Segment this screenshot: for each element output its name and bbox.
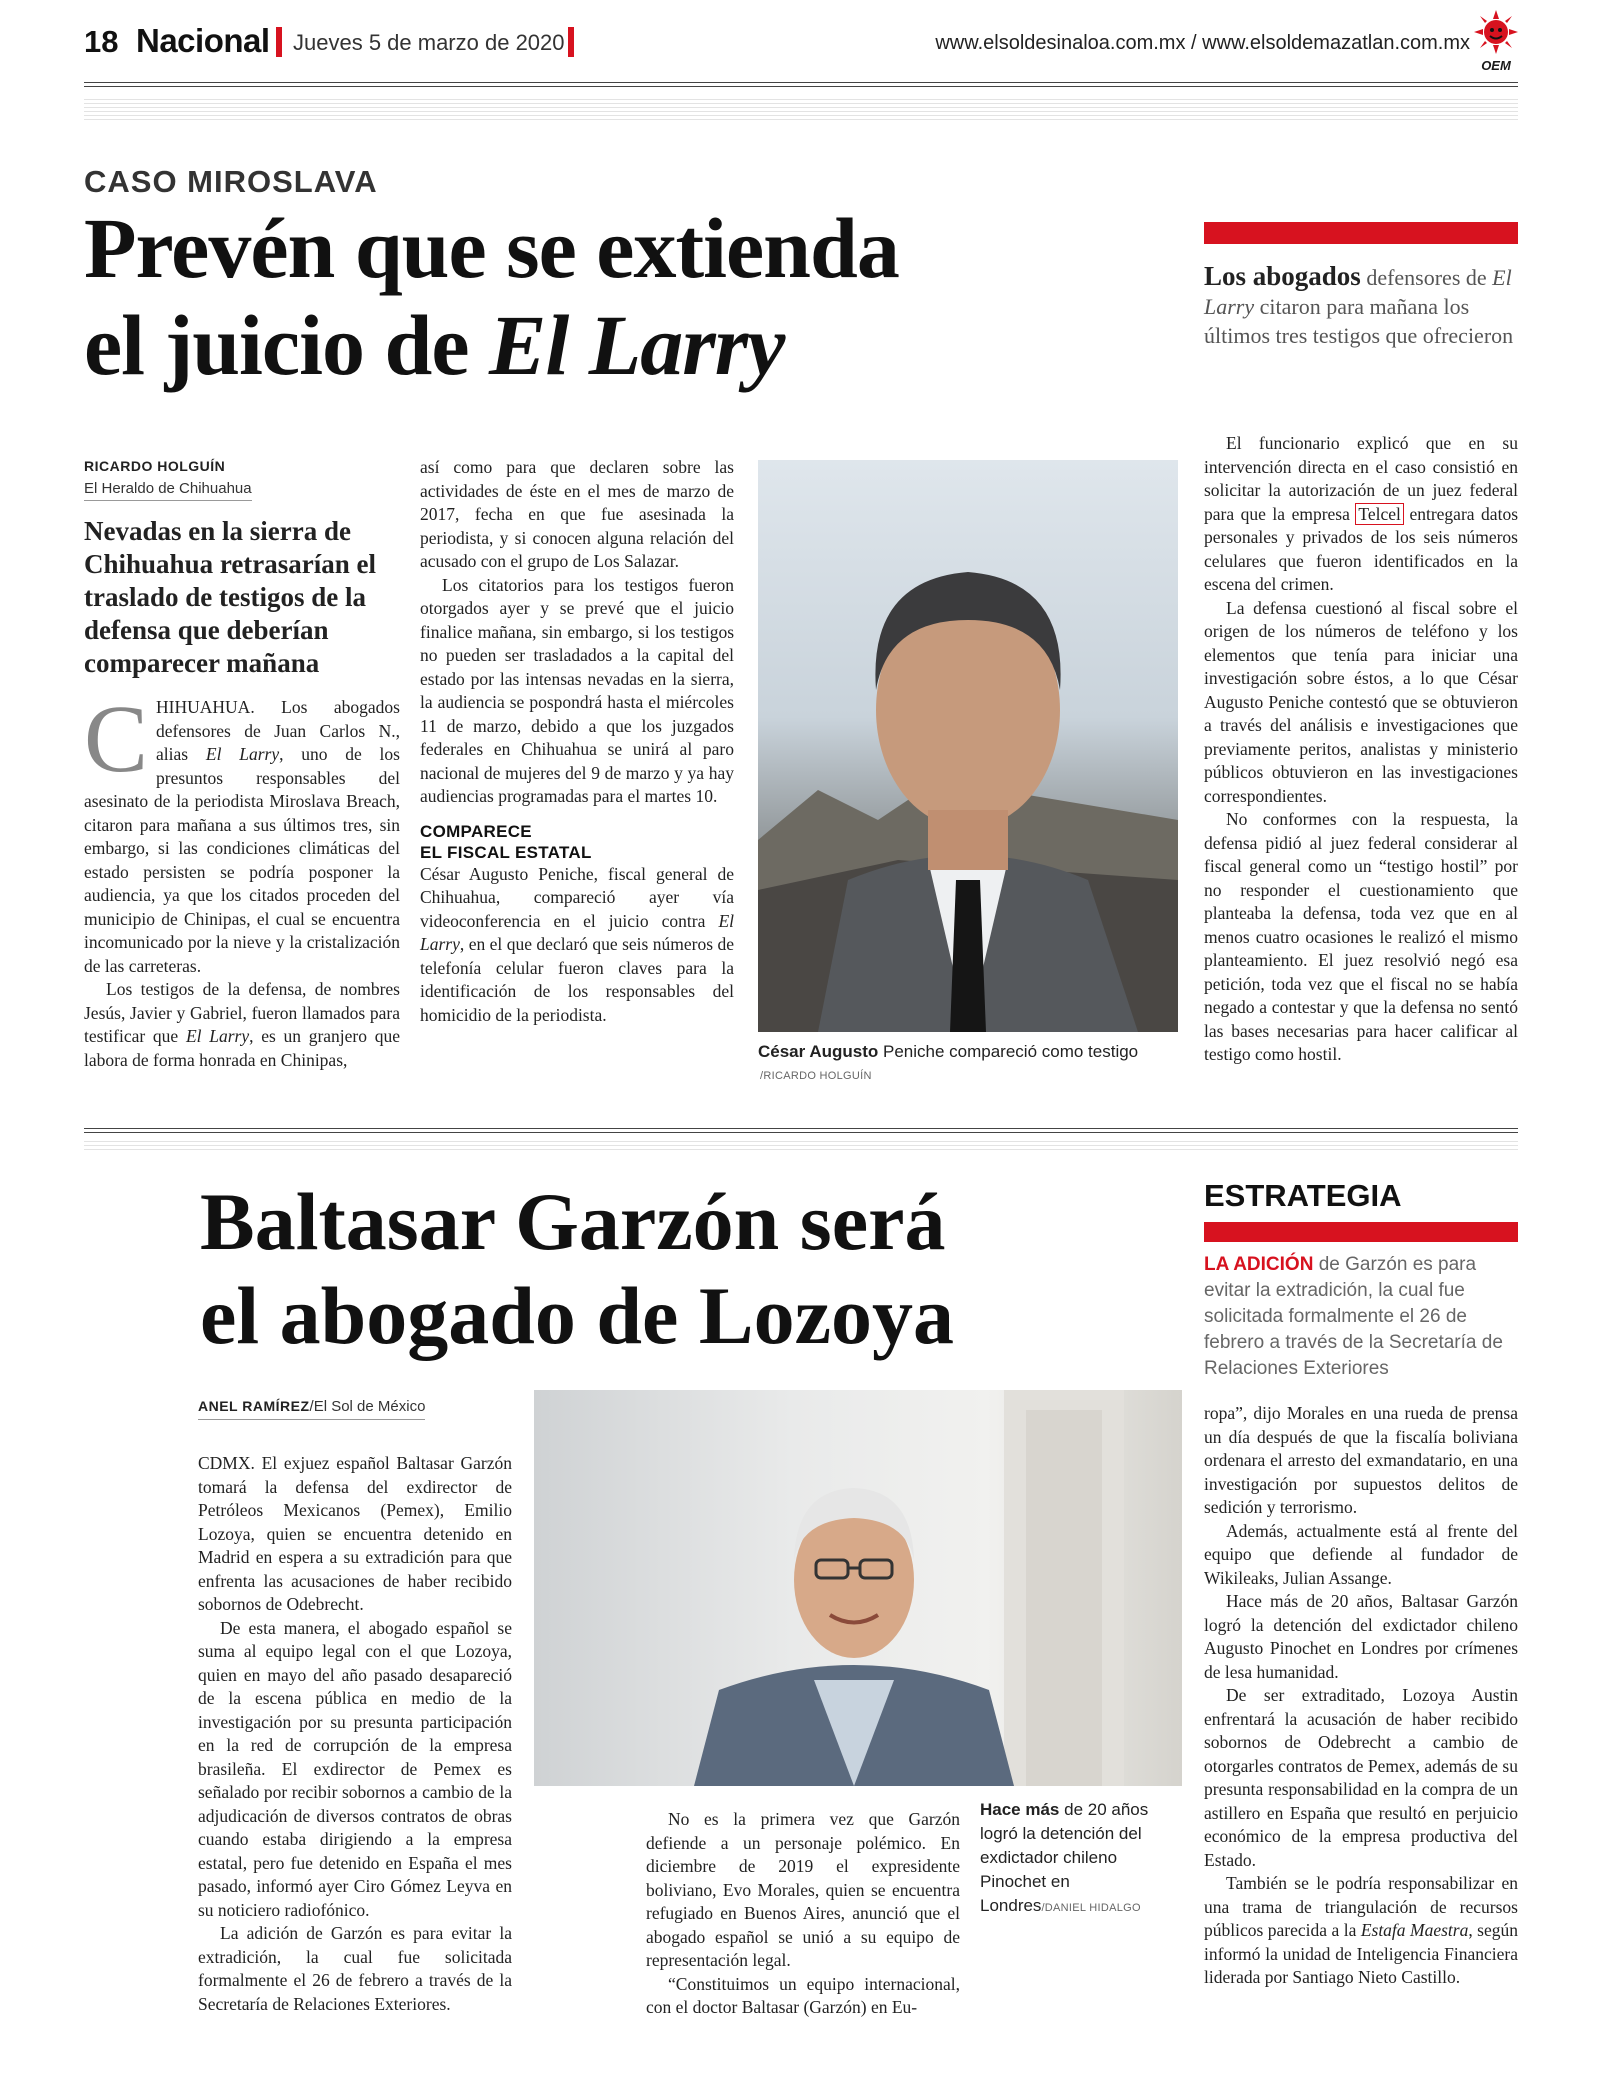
story1-headline xyxy=(84,200,1184,394)
text: Los testigos de la defensa, de nombres Jesús, Javier y Gabriel, fueron llamados para testificar que xyxy=(84,979,400,1046)
header-rule xyxy=(84,86,1518,87)
paragraph: La defensa cuestionó al fiscal sobre el origen de los números de teléfono y los elementos que tenía para iniciar una investigación sobre éstos, a lo que César Augusto Peniche contestó que se obtuvieron a través del análisis e investigaciones que previamente peritos, analistas y ministerio públicos obtuvieron en las investigaciones correspondientes. xyxy=(1204,597,1518,806)
story1-kicker: CASO MIROSLAVA xyxy=(84,164,378,199)
paragraph: La adición de Garzón es para evitar la extradición, la cual fue solicitada formalmente el 26 de febrero a través de la Secretaría de Relaciones Exteriores. xyxy=(198,1923,512,2014)
website-urls[interactable]: www.elsoldesinaloa.com.mx / www.elsoldemazatlan.com.mx xyxy=(935,32,1470,54)
text: , es un granjero que labora de forma honrada en Chinipas, xyxy=(84,1026,400,1070)
headline-line xyxy=(84,297,1184,394)
paragraph: Además, actualmente está al frente del equipo que defiende al fundador de Wikileaks, Julian Assange. xyxy=(1204,1520,1518,1588)
headline-italic: El Larry xyxy=(489,297,785,393)
byline-author: ANEL RAMÍREZ xyxy=(198,1398,310,1414)
section-name: Nacional xyxy=(136,22,270,59)
text: El funcionario explicó que en su intervención directa en el caso consistió en solicitar la autorización de un juez federal para que la empresa xyxy=(1204,433,1518,524)
byline-author: RICARDO HOLGUÍN xyxy=(84,458,226,474)
sidebar-text: citaron para mañana los últimos tres testigos que ofrecieron xyxy=(1204,294,1514,348)
italic-text: El Larry xyxy=(185,1026,250,1046)
logo-text: OEM xyxy=(1481,58,1511,73)
photo-credit: /RICARDO HOLGUÍN xyxy=(760,1070,872,1082)
paragraph: Hace más de 20 años, Baltasar Garzón logró la detención del exdictador chileno Augusto Pinochet en Londres por crímenes de lesa humanidad. xyxy=(1204,1591,1518,1682)
headline-line: el abogado de Lozoya xyxy=(200,1270,954,1361)
story1-deck: Nevadas en la sierra de Chihuahua retrasarían el traslado de testigos de la defensa que deberían comparecer mañana xyxy=(84,516,377,678)
story1-sidebar xyxy=(1204,262,1518,350)
italic-text: Estafa Maestra xyxy=(1360,1920,1469,1940)
italic-text: El Larry xyxy=(205,744,280,764)
byline-underline xyxy=(198,1419,425,1420)
story2-caption xyxy=(980,1798,1170,1918)
paragraph: Los citatorios para los testigos fueron otorgados ayer y se prevé que el juicio finalice mañana, sin embargo, si los testigos no pueden ser trasladados a la capital del estado por las intensas nevadas en la sierra, la audiencia se pospondrá hasta el miércoles 11 de marzo, debido a que los juzgados federales en Chihuahua se unirá al paro nacional de mujeres del 9 de marzo y ya hay audiencias programadas para el martes 10. xyxy=(420,574,734,806)
portrait-illustration xyxy=(758,460,1178,1032)
header-divider xyxy=(276,27,282,57)
page-number: 18 xyxy=(84,24,119,59)
caption-lead: Hace más xyxy=(980,1800,1060,1819)
story1-col1 xyxy=(84,458,400,1072)
paragraph: ropa”, dijo Morales en una rueda de prensa un día después de que la fiscalía boliviana ordenara el arresto del exmandatario, en una investigación por supuestos delitos de sedición y terrorismo. xyxy=(1204,1403,1518,1517)
edition-date: Jueves 5 de marzo de 2020 xyxy=(293,30,565,55)
byline-source: El Heraldo de Chihuahua xyxy=(84,480,252,501)
caption-text: Peniche compareció como testigo xyxy=(878,1042,1139,1061)
subhead-line: COMPARECE xyxy=(420,821,532,841)
text: , según informó la unidad de Inteligencia Financiera liderada por Santiago Nieto Castillo. xyxy=(1204,1920,1518,1987)
headline-line: Prevén que se extienda xyxy=(84,200,899,296)
story2-body-col2 xyxy=(646,1808,960,2020)
caption-lead: César Augusto xyxy=(758,1042,879,1061)
photo-credit: /DANIEL HIDALGO xyxy=(1041,1902,1141,1914)
dropcap: C xyxy=(84,685,149,792)
story1-body-col4 xyxy=(1204,432,1518,1067)
story1-body-col1 xyxy=(84,685,400,1072)
paragraph: “Constituimos un equipo internacional, con el doctor Baltasar (Garzón) en Eu- xyxy=(646,1973,960,2017)
story2-body-col1 xyxy=(198,1452,512,2016)
portrait-illustration xyxy=(534,1390,1182,1786)
paragraph: así como para que declaren sobre las actividades de éste en el mes de marzo de 2017, fecha en que fue asesinada la periodista, y si conocen alguna relación del acusado con el grupo de Los Salazar. xyxy=(420,457,734,571)
sidebar-red-bar xyxy=(1204,1222,1518,1242)
paragraph: De ser extraditado, Lozoya Austin enfrentará la acusación de haber recibido sobornos de Odebrecht a cambio de otorgarles contratos de Pemex, además de su presunta responsabilidad en la compra de un astillero en España que resultó en perjuicio económico de la empresa productiva del Estado. xyxy=(1204,1685,1518,1870)
sidebar-lead: LA ADICIÓN xyxy=(1204,1254,1314,1275)
sidebar-red-bar xyxy=(1204,222,1518,244)
headline-text: el juicio de xyxy=(84,297,489,393)
text: entregara datos personales y privados de los seis números celulares que fueron identificados en la escena del crimen. xyxy=(1204,503,1519,594)
text: , en el que declaró que seis números de telefonía celular fueron claves para la identificación de los responsables del homicidio de la periodista. xyxy=(420,934,734,1025)
highlighted-word: Telcel xyxy=(1358,503,1401,524)
story1-photo xyxy=(758,460,1178,1032)
sidebar-lead: Los abogados xyxy=(1204,261,1361,291)
text: También se le podría responsabilizar en una trama de triangulación de recursos públicos parecida a la xyxy=(1204,1873,1518,1940)
header-divider xyxy=(568,27,574,57)
subhead-line: EL FISCAL ESTATAL xyxy=(420,842,592,862)
text: HIHUAHUA. Los abogados defensores de Juan Carlos N., alias xyxy=(156,697,400,764)
paragraph xyxy=(420,863,734,1028)
text: César Augusto Peniche, fiscal general de Chihuahua, compareció ayer vía videoconferencia en el juicio contra xyxy=(420,863,734,931)
story2-sidebar xyxy=(1204,1252,1518,1382)
story2-byline xyxy=(198,1398,425,1420)
header-texture xyxy=(84,96,1518,120)
paragraph xyxy=(1204,1872,1518,1990)
story-divider xyxy=(84,1128,1518,1129)
story1-caption xyxy=(758,1040,1178,1063)
subhead xyxy=(420,821,734,863)
paragraph xyxy=(1204,432,1518,597)
story2-headline xyxy=(200,1175,1180,1363)
story1-body-col2 xyxy=(420,456,734,1027)
paragraph: No es la primera vez que Garzón defiende a un personaje polémico. En diciembre de 2019 el expresidente boliviano, Evo Morales, quien se encuentra refugiado en Buenos Aires, anunció que el abogado español se unió a su equipo de representación legal. xyxy=(646,1809,960,1970)
sun-logo-icon xyxy=(1474,10,1518,54)
story2-sidebar-title: ESTRATEGIA xyxy=(1204,1178,1402,1213)
header-rule xyxy=(84,82,1518,83)
paragraph: No conformes con la respuesta, la defensa pidió al juez federal considerar al fiscal general como un “testigo hostil” por no responder el cuestionamiento que planteaba la defensa, toda vez que en al menos cuatro ocasiones le realizó el mismo planteamiento. El juez resolvió negó esa petición, toda vez que el fiscal no se había negado a contestar y que la defensa no sentó las bases necesarias para hacer calificar al testigo como hostil. xyxy=(1204,809,1518,1064)
sidebar-italic: El Larry xyxy=(1204,265,1512,319)
story2-photo xyxy=(534,1390,1182,1786)
text: , uno de los presuntos responsables del asesinato de la periodista Miroslava Breach, citaron para mañana a sus últimos tres, sin embargo, si las condiciones climáticas del estado persisten se podría posponer la audiencia, ya que los citados proceden del municipio de Chinipas, el cual se encuentra incomunicado por la nieve y la cristalización de las carreteras. xyxy=(84,744,400,976)
paragraph: De esta manera, el abogado español se suma al equipo legal con el que Lozoya, quien en mayo del año pasado desapareció de la escena pública en medio de la investigación por su presunta participación en la red de corrupción de la empresa brasileña. El exdirector de Pemex es señalado por recibir sobornos a cambio de la adjudicación de diversos contratos de obras cuando estaba dirigiendo a la empresa estatal, pero fue detenido en España el mes pasado, informó ayer Ciro Gómez Leyva en su noticiero radiofónico. xyxy=(198,1617,512,1920)
headline-line: Baltasar Garzón será xyxy=(200,1176,946,1267)
paragraph xyxy=(84,978,400,1072)
divider-texture xyxy=(84,1138,1518,1152)
paragraph: CDMX. El exjuez español Baltasar Garzón tomará la defensa del exdirector de Petróleos Mexicanos (Pemex), Emilio Lozoya, quien se encuentra detenido en Madrid en espera a su extradición para que enfrenta las acusaciones de haber recibido sobornos de Odebrecht. xyxy=(198,1453,512,1614)
paragraph xyxy=(84,685,400,978)
story-divider xyxy=(84,1132,1518,1133)
sidebar-text: de Garzón es para evitar la extradición, la cual fue solicitada formalmente el 26 de febrero a través de la Secretaría de Relaciones Exteriores xyxy=(1204,1254,1503,1379)
italic-text: El Larry xyxy=(420,910,734,954)
caption-text: de 20 años logró la detención del exdictador chileno Pinochet en Londres xyxy=(980,1800,1149,1915)
sidebar-text: defensores de xyxy=(1360,265,1493,290)
oem-logo xyxy=(1474,10,1518,73)
byline-source: /El Sol de México xyxy=(309,1398,426,1415)
story2-body-col3 xyxy=(1204,1402,1518,1990)
